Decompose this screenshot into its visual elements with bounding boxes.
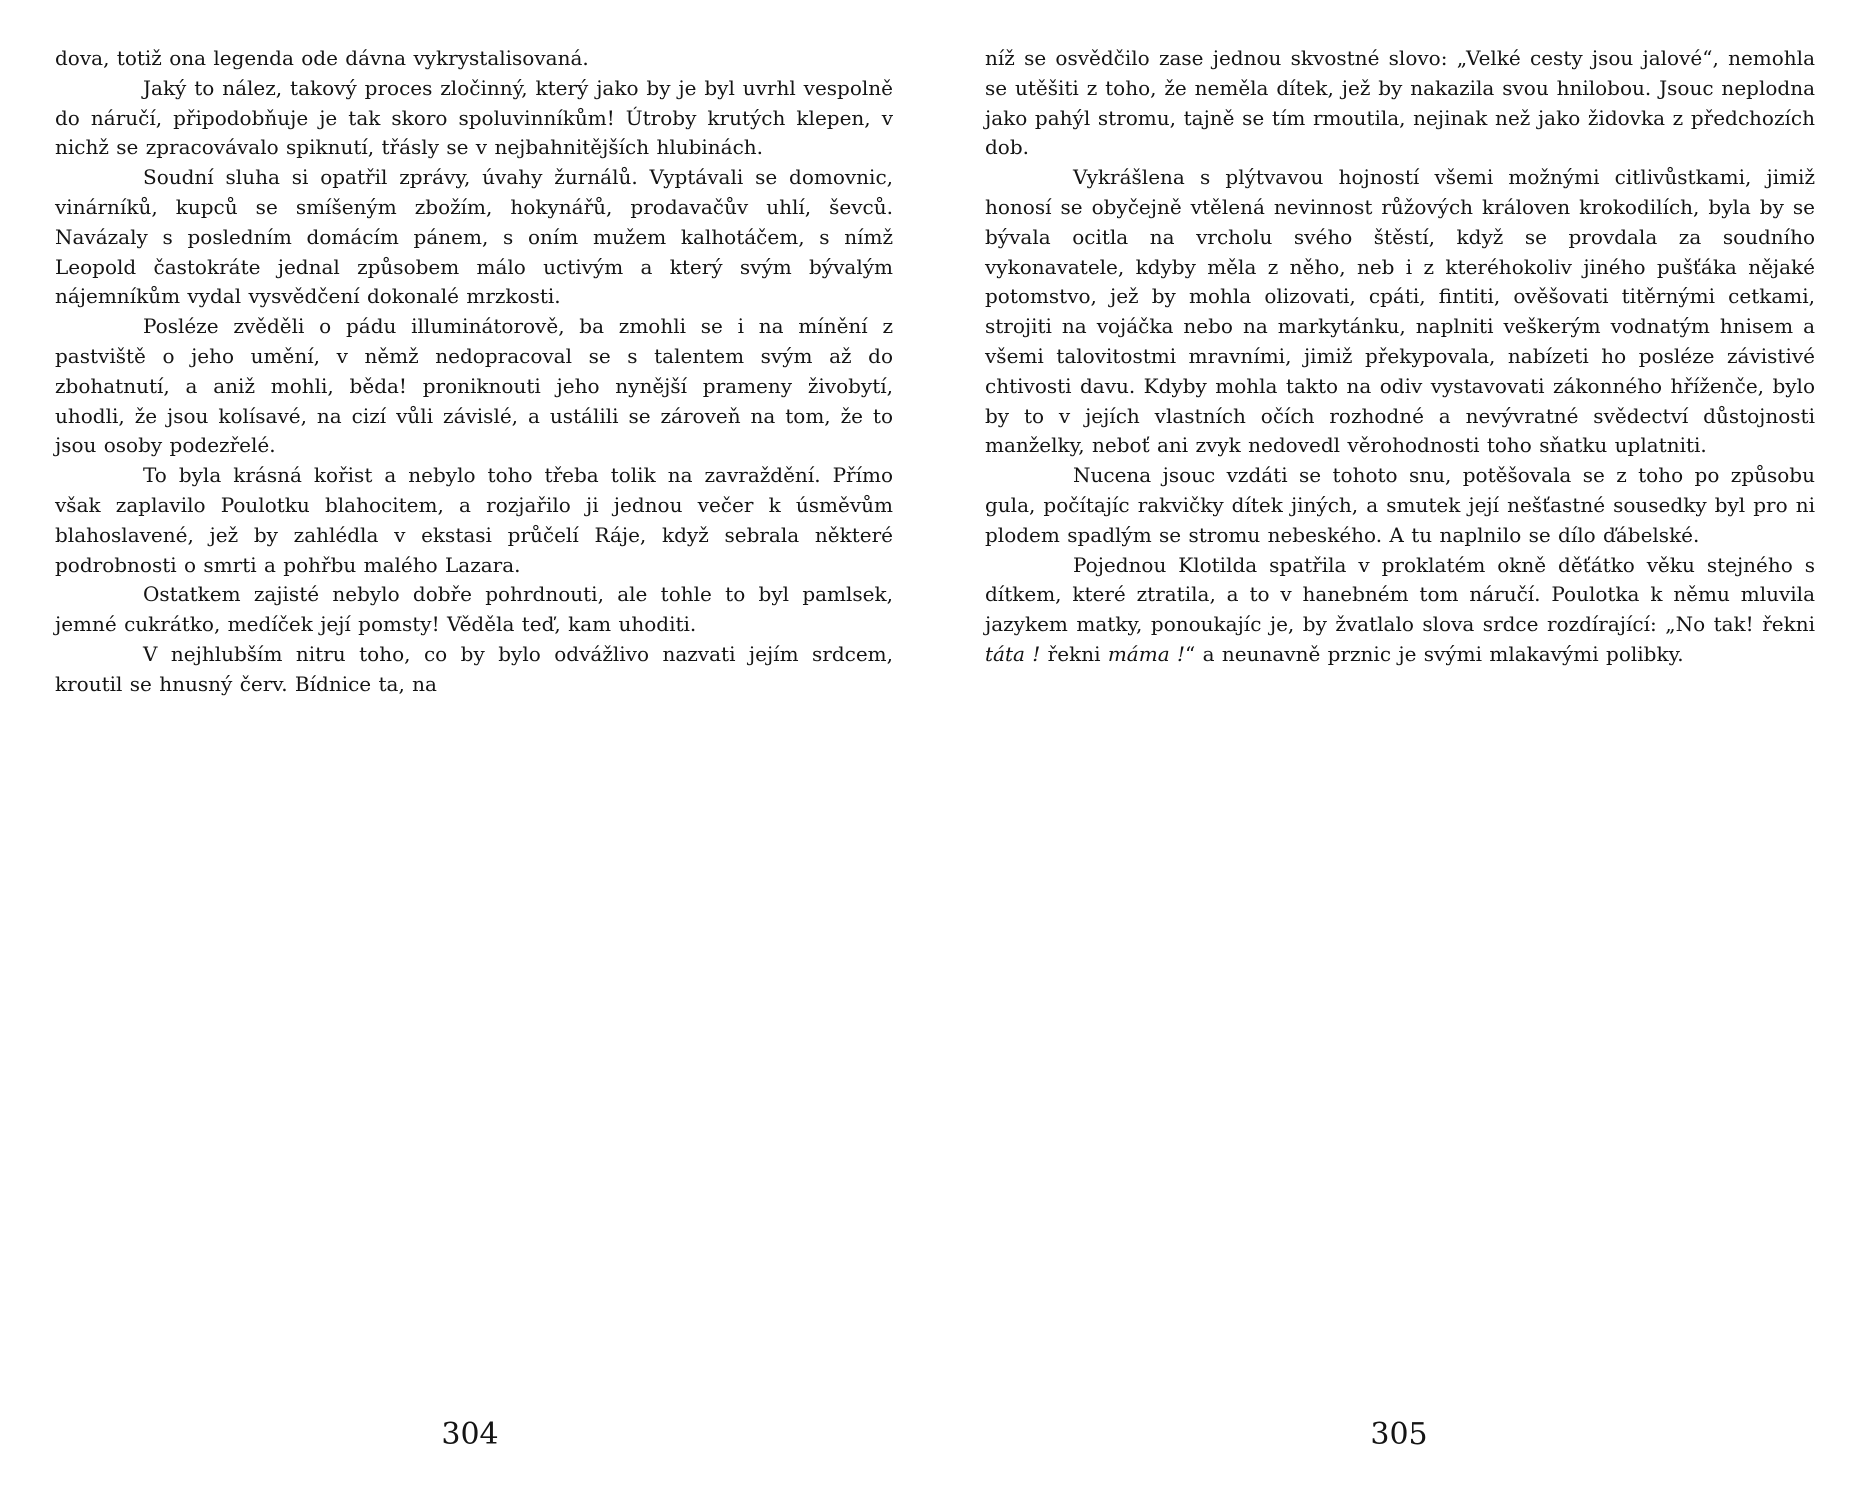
paragraph: Ostatkem zajisté nebylo dobře pohrdnouti, ale tohle to byl pamlsek, jemné cukrátko, medíček její pomsty! Věděla teď, kam uhoditi. xyxy=(55,582,893,637)
paragraph-text: Pojednou Klotilda spatřila v proklatém okně děťátko věku stejného s dítkem, které ztratila, a to v hanebném tom náručí. Poulotka k němu mluvila jazykem matky, ponoukajíc je, by žvatlalo slova srdce rozdírající: „No tak! řekni xyxy=(985,552,1815,637)
italic-word: táta ! xyxy=(985,641,1041,666)
right-page xyxy=(985,44,1815,1464)
paragraph-with-italics xyxy=(985,551,1815,670)
paragraph: Soudní sluha si opatřil zprávy, úvahy žurnálů. Vyptávali se domovnic, vinárníků, kupců se smíšeným zbožím, hokynářů, prodavačův uhlí, ševců. Navázaly s posledním domácím pánem, s oním mužem kalhotáčem, s nímž Leopold častokráte jednal způsobem málo uctivým a který svým bývalým nájemníkům vydal vysvědčení dokonalé mrzkosti. xyxy=(55,165,893,309)
paragraph: níž se osvědčilo zase jednou skvostné slovo: „Velké cesty jsou jalové“, nemohla se utěšiti z toho, že neměla dítek, jež by nakazila svou hnilobou. Jsouc neplodna jako pahýl stromu, tajně se tím rmoutila, nejinak než jako židovka z předchozích dob. xyxy=(985,46,1815,160)
page-number: 305 xyxy=(1370,1417,1428,1452)
paragraph: V nejhlubším nitru toho, co by bylo odvážlivo nazvati jejím srdcem, kroutil se hnusný červ. Bídnice ta, na xyxy=(55,641,893,696)
left-page xyxy=(55,44,893,1464)
paragraph: dova, totiž ona legenda ode dávna vykrystalisovaná. xyxy=(55,46,589,70)
italic-word: máma ! xyxy=(1107,641,1186,666)
paragraph: Nucena jsouc vzdáti se tohoto snu, potěšovala se z toho po způsobu gula, počítajíc rakvičky dítek jiných, a smutek její nešťastné sousedky byl pro ni plodem spadlým se stromu nebeského. A tu naplnilo se dílo ďábelské. xyxy=(985,463,1815,547)
paragraph-text: “ a neunavně prznic je svými mlakavými polibky. xyxy=(1185,641,1684,666)
paragraph: Jaký to nález, takový proces zločinný, který jako by je byl uvrhl vespolně do náručí, připodobňuje je tak skoro spoluvinníkům! Útroby krutých klepen, v nichž se zpracovávalo spiknutí, třásly se v nejbahnitějších hlubinách. xyxy=(55,75,893,160)
paragraph: Posléze zvěděli o pádu illuminátorově, ba zmohli se i na mínění z pastviště o jeho umění, v němž nedopracoval se s talentem svým až do zbohatnutí, a aniž mohli, běda! proniknouti jeho nynější prameny živobytí, uhodli, že jsou kolísavé, na cizí vůli závislé, a ustálili se zároveň na tom, že to jsou osoby podezřelé. xyxy=(55,314,893,458)
paragraph: Vykrášlena s plýtvavou hojností všemi možnými citlivůstkami, jimiž honosí se obyčejně vtělená nevinnost růžových královen krokodilích, byla by se bývala ocitla na vrcholu svého štěstí, když se provdala za soudního vykonavatele, kdyby měla z něho, neb i z kteréhokoliv jiného pušťáka nějaké potomstvo, jež by mohla olizovati, cpáti, fintiti, ověšovati titěrnými cetkami, strojiti na vojáčka nebo na markytánku, naplniti veškerým vodnatým hnisem a všemi talovitostmi mravními, jimiž překypovala, nabízeti ho posléze závistivé chtivosti davu. Kdyby mohla takto na odiv vystavovati zákonného hříženče, bylo by to v jejích vlastních očích rozhodné a nevývratné svědectví důstojnosti manželky, neboť ani zvyk nedovedl věrohodnosti toho sňatku uplatniti. xyxy=(985,165,1815,458)
paragraph: To byla krásná kořist a nebylo toho třeba tolik na zavraždění. Přímo však zaplavilo Poulotku blahocitem, a rozjařilo ji jednou večer k úsměvům blahoslavené, jež by zahlédla v ekstasi průčelí Ráje, když sebrala některé podrobnosti o smrti a pohřbu malého Lazara. xyxy=(55,463,893,577)
paragraph-text: řekni xyxy=(1040,641,1108,666)
page-number: 304 xyxy=(441,1417,499,1452)
